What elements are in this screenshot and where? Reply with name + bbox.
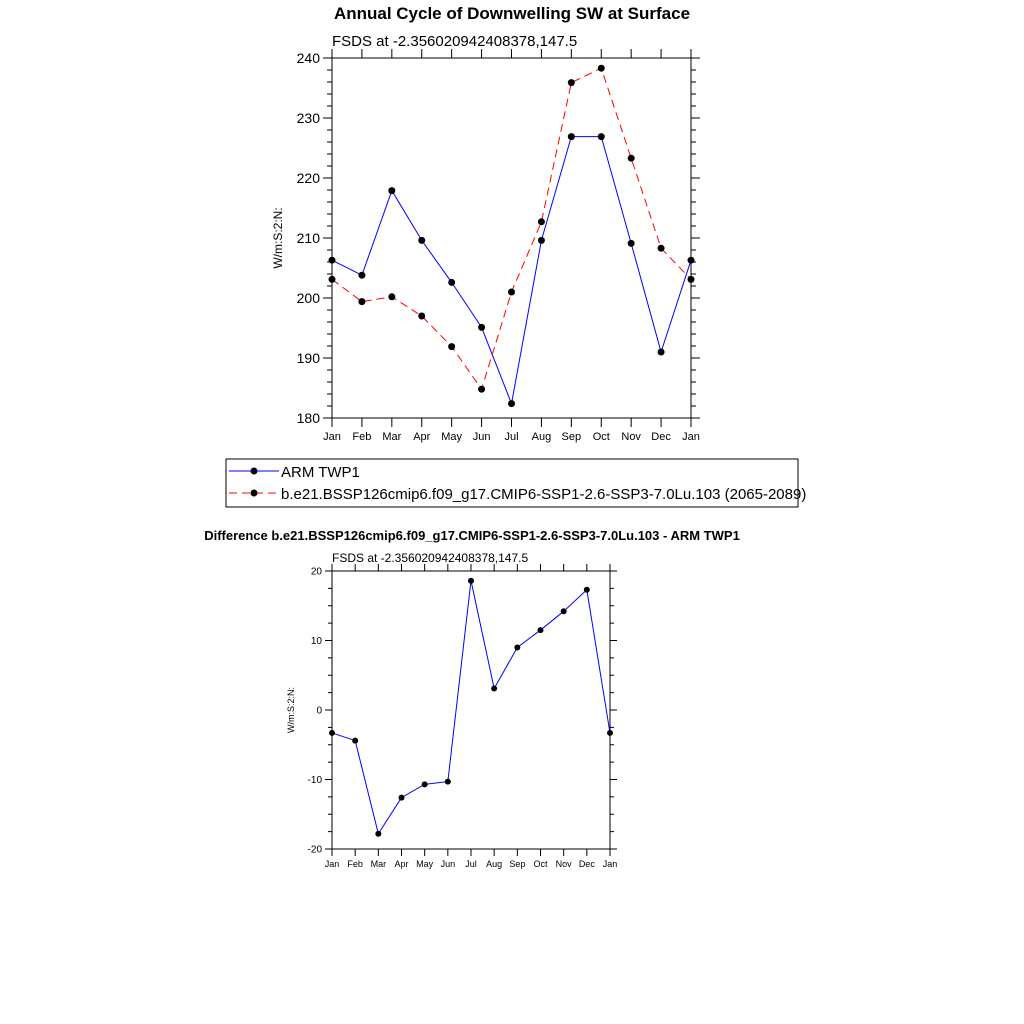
series-0-point <box>514 644 520 650</box>
x-tick-label: Jan <box>602 859 618 869</box>
series-line-0 <box>332 581 610 834</box>
series-1-point <box>568 79 575 86</box>
series-line-1 <box>332 68 691 389</box>
chart-annual-cycle <box>271 4 700 443</box>
y-tick-label: 220 <box>296 169 320 186</box>
x-tick-label: Feb <box>352 431 372 443</box>
x-tick-label: Aug <box>486 859 503 869</box>
series-0-point <box>538 627 544 633</box>
x-tick-label: Feb <box>347 859 363 869</box>
series-1-point <box>418 313 425 320</box>
y-tick-label: 240 <box>296 49 320 66</box>
y-tick-label: 190 <box>296 349 320 366</box>
legend-marker-arm <box>251 468 258 475</box>
legend-marker-model <box>251 490 258 497</box>
chart2-x-tick-labels <box>325 859 618 869</box>
x-tick-label: Jan <box>324 859 340 869</box>
x-tick-label: May <box>441 431 463 443</box>
y-tick-label: 180 <box>296 409 320 426</box>
x-tick-label: Dec <box>651 431 671 443</box>
y-tick-label: 200 <box>296 289 320 306</box>
y-tick-label: 230 <box>296 109 320 126</box>
y-tick-label: -10 <box>307 775 322 786</box>
series-0-point <box>375 831 381 837</box>
legend-label-arm: ARM TWP1 <box>281 464 360 481</box>
series-1-point <box>598 65 605 72</box>
x-tick-label: May <box>416 859 434 869</box>
series-1-point <box>658 245 665 252</box>
series-1-point <box>388 293 395 300</box>
x-tick-label: Oct <box>533 859 548 869</box>
x-tick-label: Mar <box>370 859 387 869</box>
x-tick-label: Nov <box>621 431 641 443</box>
x-tick-label: Jun <box>472 431 491 443</box>
series-0-point <box>478 324 485 331</box>
chart-difference <box>204 528 740 869</box>
series-0-point <box>399 795 405 801</box>
x-tick-label: Sep <box>561 431 582 443</box>
series-0-point <box>658 349 665 356</box>
x-tick-label: Sep <box>509 859 526 869</box>
chart1-legend <box>226 459 806 507</box>
chart2-y-tick-labels <box>308 567 323 856</box>
chart2-series <box>329 578 613 837</box>
y-tick-label: 10 <box>310 636 322 647</box>
chart2-ticks <box>325 564 617 856</box>
series-0-point <box>568 133 575 140</box>
series-0-point <box>329 730 335 736</box>
series-0-point <box>422 781 428 787</box>
chart1-y-tick-labels <box>297 50 321 426</box>
y-tick-label: 210 <box>296 229 320 246</box>
series-1-point <box>538 218 545 225</box>
series-1-point <box>448 343 455 350</box>
legend-entry-arm <box>229 464 360 481</box>
series-1-point <box>688 276 695 283</box>
series-0-point <box>352 738 358 744</box>
chart1-plot-frame <box>332 58 691 418</box>
chart1-series <box>329 65 695 407</box>
chart1-title: Annual Cycle of Downwelling SW at Surface <box>333 4 691 23</box>
series-0-point <box>607 730 613 736</box>
x-tick-label: Aug <box>531 431 552 443</box>
x-tick-label: Dec <box>578 859 595 869</box>
x-tick-label: Jan <box>323 431 341 443</box>
series-0-point <box>358 272 365 279</box>
series-1-point <box>628 155 635 162</box>
series-1-point <box>508 289 515 296</box>
series-0-point <box>561 608 567 614</box>
series-1-point <box>478 386 485 393</box>
series-0-point <box>418 237 425 244</box>
x-tick-label: Apr <box>413 431 431 443</box>
x-tick-label: Jul <box>465 859 477 869</box>
series-0-point <box>445 779 451 785</box>
series-0-point <box>448 279 455 286</box>
series-0-point <box>388 187 395 194</box>
series-0-point <box>584 587 590 593</box>
series-1-point <box>329 276 336 283</box>
x-tick-label: Apr <box>394 859 409 869</box>
legend-entry-model <box>229 486 806 503</box>
legend-label-model: b.e21.BSSP126cmip6.f09_g17.CMIP6-SSP1-2.6-SSP3-7.0Lu.103 (2065-2089) <box>281 486 807 503</box>
chart2-ylabel: W/m:S:2:N: <box>286 686 296 734</box>
y-tick-label: -20 <box>307 844 322 856</box>
series-0-point <box>628 240 635 247</box>
chart2-subtitle: FSDS at -2.356020942408378,147.5 <box>332 551 529 565</box>
chart1-subtitle: FSDS at -2.356020942408378,147.5 <box>332 33 578 50</box>
chart1-ticks <box>323 49 700 427</box>
chart1-ylabel: W/m:S:2:N: <box>271 207 285 269</box>
x-tick-label: Oct <box>592 431 610 443</box>
series-1-point <box>358 298 365 305</box>
chart2-title: Difference b.e21.BSSP126cmip6.f09_g17.CMIP6-SSP1-2.6-SSP3-7.0Lu.103 - ARM TWP1 <box>204 528 740 543</box>
x-tick-label: Jun <box>440 859 456 869</box>
chart1-x-tick-labels <box>323 431 700 443</box>
chart2-plot-frame <box>332 571 610 849</box>
series-0-point <box>688 257 695 264</box>
series-0-point <box>329 257 336 264</box>
x-tick-label: Nov <box>555 859 572 869</box>
series-0-point <box>538 237 545 244</box>
y-tick-label: 0 <box>316 705 322 717</box>
x-tick-label: Jan <box>682 431 700 443</box>
series-0-point <box>491 685 497 691</box>
y-tick-label: 20 <box>310 566 322 578</box>
series-0-point <box>468 578 474 584</box>
series-0-point <box>508 400 515 407</box>
series-0-point <box>598 133 605 140</box>
x-tick-label: Jul <box>504 431 519 443</box>
x-tick-label: Mar <box>382 431 402 443</box>
